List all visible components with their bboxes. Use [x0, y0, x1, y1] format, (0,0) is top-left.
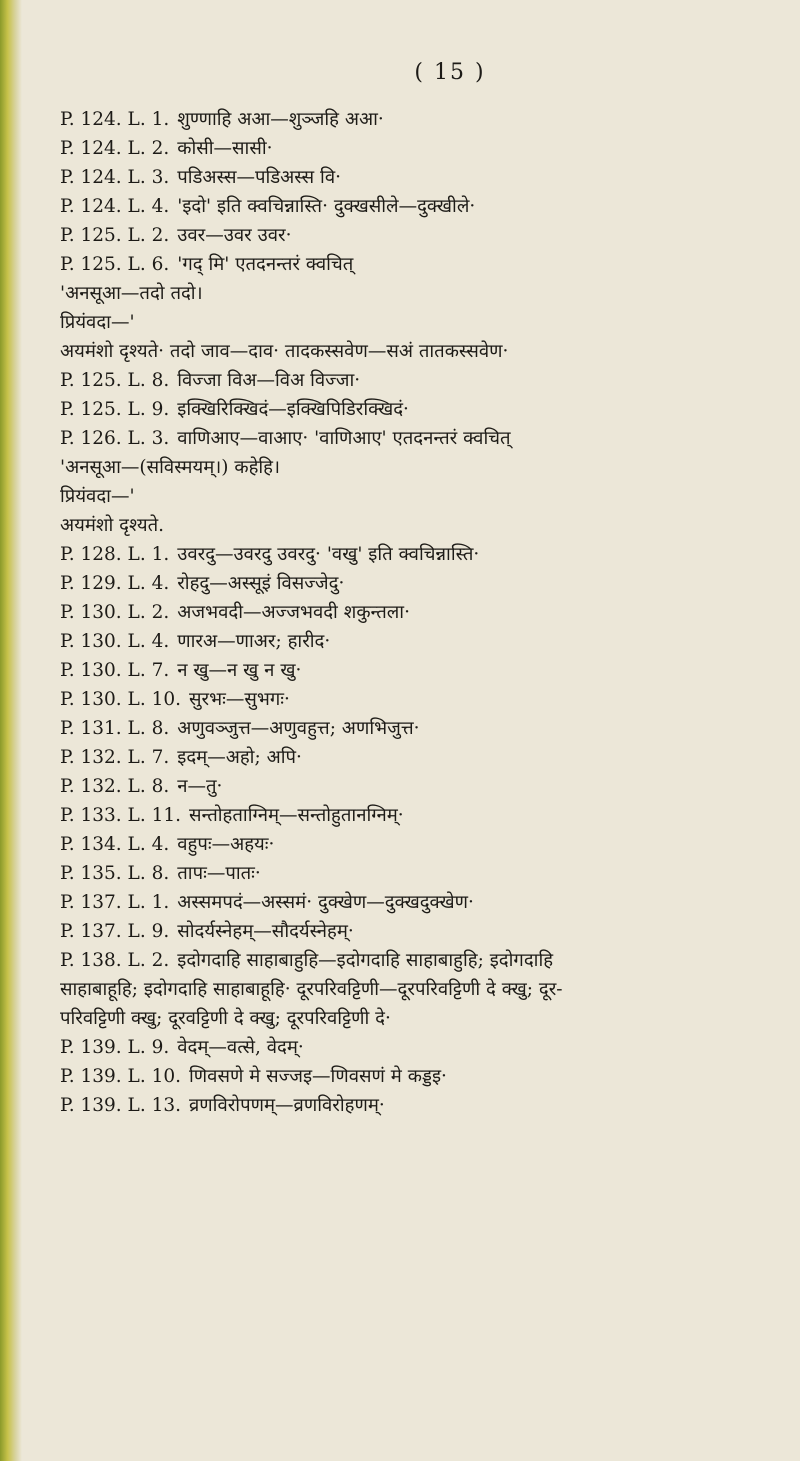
line-reference: P. 125. L. 9.	[60, 399, 170, 420]
reading-text: णारअ—णाअर; हारीद·	[177, 631, 331, 652]
line-reference: P. 132. L. 8.	[60, 776, 170, 797]
reading-text: कोसी—सासी·	[177, 138, 273, 159]
reading-line	[60, 250, 780, 279]
reading-text: 'गद् मि' एतदनन्तरं क्वचित्	[177, 254, 354, 275]
reading-text: वाणिआए—वाआए· 'वाणिआए' एतदनन्तरं क्वचित्	[177, 428, 511, 449]
line-reference: P. 130. L. 4.	[60, 631, 170, 652]
reading-text: परिवट्टिणी क्खु; दूरवट्टिणी दे क्खु; दूरपरिवट्टिणी दे·	[60, 1008, 391, 1029]
line-reference: P. 125. L. 6.	[60, 254, 170, 275]
reading-line	[60, 917, 780, 946]
line-reference: P. 139. L. 9.	[60, 1037, 170, 1058]
reading-text: णिवसणे मे सज्जइ—णिवसणं मे कड्डइ·	[189, 1066, 447, 1087]
line-reference: P. 129. L. 4.	[60, 573, 170, 594]
reading-text: तापः—पातः·	[177, 863, 261, 884]
reading-line	[60, 163, 780, 192]
reading-line	[60, 772, 780, 801]
reading-line	[60, 540, 780, 569]
reading-text: रोहदु—अस्सूइं विसज्जेदु·	[177, 573, 345, 594]
reading-text: अयमंशो दृश्यते.	[60, 515, 165, 536]
reading-line	[60, 279, 780, 308]
reading-text: न—तु·	[177, 776, 223, 797]
line-reference: P. 131. L. 8.	[60, 718, 170, 739]
reading-text: वेदम्—वत्से, वेदम्·	[177, 1037, 304, 1058]
reading-text: अजभवदी—अज्जभवदी शकुन्तला·	[177, 602, 410, 623]
line-reference: P. 139. L. 13.	[60, 1095, 181, 1116]
line-reference: P. 126. L. 3.	[60, 428, 170, 449]
book-binding-edge	[0, 0, 22, 1461]
reading-text: अयमंशो दृश्यते· तदो जाव—दाव· तादकस्सवेण—सअं तातकस्सवेण·	[60, 341, 509, 362]
reading-text: अस्समपदं—अस्समं· दुक्खेण—दुक्खदुक्खेण·	[177, 892, 474, 913]
reading-line	[60, 975, 780, 1004]
reading-line	[60, 221, 780, 250]
line-reference: P. 128. L. 1.	[60, 544, 170, 565]
variant-readings-list	[60, 105, 780, 1120]
line-reference: P. 138. L. 2.	[60, 950, 170, 971]
reading-line	[60, 1004, 780, 1033]
reading-line	[60, 946, 780, 975]
reading-line	[60, 830, 780, 859]
reading-text: इक्खिरिक्खिदं—इक्खिपिडिरक्खिदं·	[177, 399, 409, 420]
reading-text: सन्तोहताग्निम्—सन्तोहुतानग्निम्·	[189, 805, 404, 826]
reading-text: अणुवञ्जुत्त—अणुवहुत्त; अणभिजुत्त·	[177, 718, 420, 739]
reading-line	[60, 685, 780, 714]
line-reference: P. 130. L. 10.	[60, 689, 181, 710]
reading-line	[60, 656, 780, 685]
reading-line	[60, 859, 780, 888]
reading-line	[60, 482, 780, 511]
reading-line	[60, 366, 780, 395]
reading-line	[60, 598, 780, 627]
line-reference: P. 134. L. 4.	[60, 834, 170, 855]
line-reference: P. 137. L. 9.	[60, 921, 170, 942]
page-number: ( 15 )	[414, 60, 486, 85]
reading-line	[60, 627, 780, 656]
reading-text: पडिअस्स—पडिअस्स वि·	[177, 167, 342, 188]
reading-text: सोदर्यस्नेहम्—सौदर्यस्नेहम्·	[177, 921, 354, 942]
reading-text: सुरभः—सुभगः·	[189, 689, 290, 710]
reading-line	[60, 134, 780, 163]
reading-text: वहुपः—अहयः·	[177, 834, 275, 855]
reading-line	[60, 743, 780, 772]
line-reference: P. 124. L. 3.	[60, 167, 170, 188]
line-reference: P. 130. L. 7.	[60, 660, 170, 681]
reading-line	[60, 192, 780, 221]
line-reference: P. 124. L. 1.	[60, 109, 170, 130]
reading-line	[60, 308, 780, 337]
reading-text: साहाबाहूहि; इदोगदाहि साहाबाहूहि· दूरपरिवट्टिणी—दूरपरिवट्टिणी दे क्खु; दूर-	[60, 979, 563, 1000]
line-reference: P. 135. L. 8.	[60, 863, 170, 884]
reading-text: 'अनसूआ—(सविस्मयम्।) कहेहि।	[60, 457, 281, 478]
reading-line	[60, 395, 780, 424]
reading-text: इदम्—अहो; अपि·	[177, 747, 302, 768]
reading-line	[60, 453, 780, 482]
reading-line	[60, 1062, 780, 1091]
reading-line	[60, 801, 780, 830]
line-reference: P. 124. L. 4.	[60, 196, 170, 217]
reading-text: व्रणविरोपणम्—व्रणविरोहणम्·	[189, 1095, 385, 1116]
line-reference: P. 139. L. 10.	[60, 1066, 181, 1087]
reading-line	[60, 1091, 780, 1120]
line-reference: P. 125. L. 2.	[60, 225, 170, 246]
reading-line	[60, 511, 780, 540]
reading-line	[60, 424, 780, 453]
reading-line	[60, 1033, 780, 1062]
reading-text: विज्जा विअ—विअ विज्जा·	[177, 370, 361, 391]
reading-line	[60, 714, 780, 743]
reading-text: 'अनसूआ—तदो तदो।	[60, 283, 203, 304]
document-page	[60, 60, 780, 1420]
reading-text: प्रियंवदा—'	[60, 312, 135, 333]
reading-line	[60, 569, 780, 598]
line-reference: P. 130. L. 2.	[60, 602, 170, 623]
reading-text: प्रियंवदा—'	[60, 486, 135, 507]
reading-text: उवर—उवर उवर·	[177, 225, 292, 246]
reading-line	[60, 337, 780, 366]
line-reference: P. 137. L. 1.	[60, 892, 170, 913]
line-reference: P. 124. L. 2.	[60, 138, 170, 159]
reading-line	[60, 105, 780, 134]
reading-text: 'इदो' इति क्वचिन्नास्ति· दुक्खसीले—दुक्खीले·	[177, 196, 476, 217]
line-reference: P. 132. L. 7.	[60, 747, 170, 768]
line-reference: P. 125. L. 8.	[60, 370, 170, 391]
reading-text: उवरदु—उवरदु उवरदु· 'वखु' इति क्वचिन्नास्ति·	[177, 544, 480, 565]
reading-text: इदोगदाहि साहाबाहुहि—इदोगदाहि साहाबाहुहि; इदोगदाहि	[177, 950, 554, 971]
reading-text: न खु—न खु न खु·	[177, 660, 302, 681]
reading-text: शुण्णाहि अआ—शुञ्जहि अआ·	[177, 109, 384, 130]
line-reference: P. 133. L. 11.	[60, 805, 181, 826]
reading-line	[60, 888, 780, 917]
